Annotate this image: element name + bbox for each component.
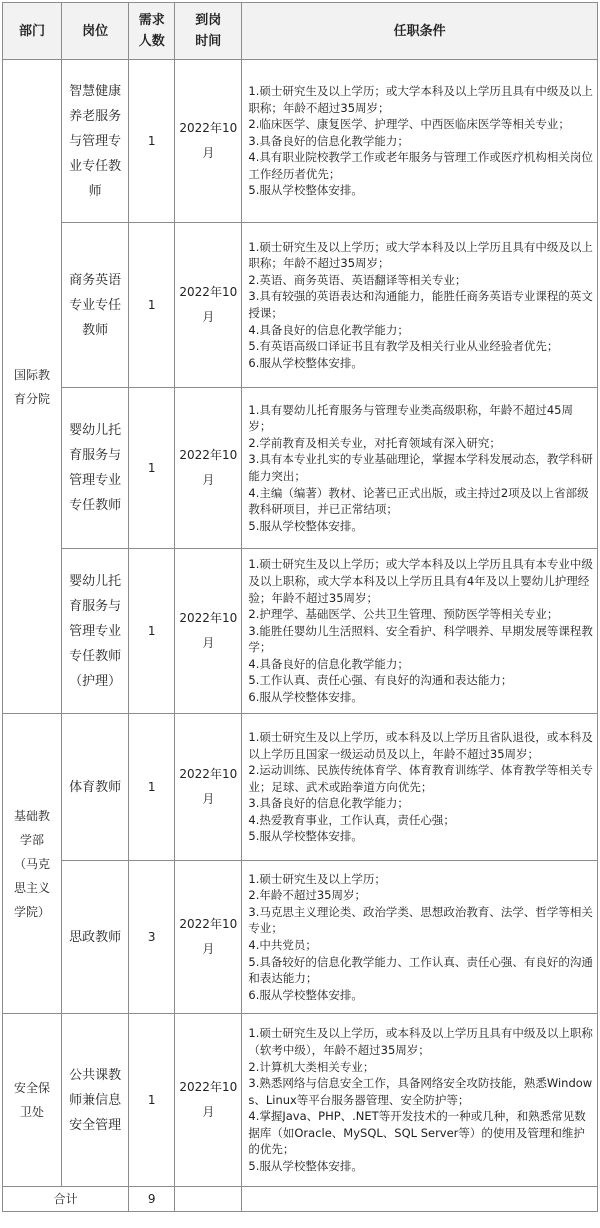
- requirement-item: 4.具备良好的信息化教学能力；: [248, 322, 409, 337]
- requirements-cell: [242, 861, 598, 1014]
- date-cell: 2022年10月: [175, 714, 242, 861]
- table-row: [3, 714, 598, 861]
- header-position: 岗位: [62, 3, 129, 60]
- table-row: [3, 223, 598, 388]
- requirement-item: 3.熟悉网络与信息安全工作，具备网络安全攻防技能，熟悉Windows、Linux等平台服务器管理、安全防护等；: [248, 1076, 593, 1107]
- requirement-item: 2.护理学、基础医学、公共卫生管理、预防医学等相关专业；: [248, 607, 559, 622]
- header-dept: 部门: [3, 3, 62, 60]
- table-row: [3, 549, 598, 714]
- requirement-item: 1.具有婴幼儿托育服务与管理专业类高级职称，年龄不超过45周岁；: [248, 402, 573, 434]
- requirement-item: 1.硕士研究生及以上学历；或大学本科及以上学历且具有中级及以上职称；年龄不超过35周岁；: [248, 83, 593, 115]
- table-row: [3, 388, 598, 549]
- requirement-item: 1.硕士研究生及以上学历；或大学本科及以上学历且具有本专业中级及以上职称，或大学本科及以上学历且具有4年及以上婴幼儿护理经验；年龄不超过35周岁；: [248, 557, 593, 605]
- requirement-item: 5.服从学校整体安排。: [248, 829, 363, 844]
- total-count: 9: [129, 1187, 175, 1212]
- count-cell: 3: [129, 861, 175, 1014]
- date-cell: 2022年10月: [175, 1014, 242, 1187]
- count-cell: 1: [129, 223, 175, 388]
- requirement-item: 1.硕士研究生及以上学历；或大学本科及以上学历且具有中级及以上职称；年龄不超过35周岁；: [248, 239, 593, 271]
- total-empty-cell: [242, 1187, 598, 1212]
- position-cell: 思政教师: [62, 861, 129, 1014]
- total-label: 合计: [3, 1187, 129, 1212]
- table-header-row: [3, 3, 598, 60]
- requirement-item: 5.服从学校整体安排。: [248, 518, 363, 533]
- date-cell: 2022年10月: [175, 861, 242, 1014]
- requirements-cell: [242, 388, 598, 549]
- date-cell: 2022年10月: [175, 388, 242, 549]
- count-cell: 1: [129, 1014, 175, 1187]
- requirement-item: 2.学前教育及相关专业，对托育领域有深入研究；: [248, 435, 501, 450]
- requirement-item: 1.硕士研究生及以上学历，或本科及以上学历且省队退役，或本科及以上学历且国家一级运动员及以上，年龄不超过35周岁；: [248, 729, 593, 761]
- position-cell: 婴幼儿托育服务与管理专业专任教师: [62, 388, 129, 549]
- requirement-item: 5.服从学校整体安排。: [248, 1159, 363, 1174]
- requirement-item: 5.工作认真、责任心强、有良好的沟通和表达能力；: [248, 673, 513, 688]
- job-requirements-table: [2, 2, 598, 1212]
- requirement-item: 4.掌握Java、PHP、.NET等开发技术的一种或几种，和熟悉常见数据库（如Oracle、MySQL、SQL Server等）的使用及管理和维护的优先；: [248, 1109, 586, 1157]
- requirements-cell: [242, 549, 598, 714]
- requirement-item: 3.具备良好的信息化教学能力；: [248, 133, 409, 148]
- requirement-item: 3.具有较强的英语表达和沟通能力，能胜任商务英语专业课程的英文授课；: [248, 289, 593, 320]
- requirement-item: 4.具有职业院校教学工作或老年服务与管理工作或医疗机构相关岗位工作经历者优先；: [248, 150, 593, 181]
- header-date: 到岗时间: [175, 3, 242, 60]
- requirements-cell: [242, 223, 598, 388]
- header-count: 需求人数: [129, 3, 175, 60]
- requirements-cell: [242, 1014, 598, 1187]
- total-empty-cell: [175, 1187, 242, 1212]
- total-row: [3, 1187, 598, 1212]
- dept-cell: 基础教学部（马克思主义学院）: [3, 714, 62, 1014]
- dept-cell: 国际教育分院: [3, 60, 62, 714]
- requirement-item: 3.能胜任婴幼儿生活照料、安全看护、科学喂养、早期发展等课程教学；: [248, 623, 593, 655]
- requirement-item: 5.有英语高级口译证书且有教学及相关行业从业经验者优先；: [248, 339, 559, 354]
- requirements-cell: [242, 60, 598, 223]
- requirement-item: 2.临床医学、康复医学、护理学、中西医临床医学等相关专业；: [248, 117, 570, 132]
- requirement-item: 2.运动训练、民族传统体育学、体育教育训练学、体育教学等相关专业；足球、武术或跆拳道方向优先；: [248, 763, 593, 794]
- position-cell: 智慧健康养老服务与管理专业专任教师: [62, 60, 129, 223]
- dept-cell: 安全保卫处: [3, 1014, 62, 1187]
- requirement-item: 1.硕士研究生及以上学历；: [248, 871, 386, 886]
- requirement-item: 3.马克思主义理论类、政治学类、思想政治教育、法学、哲学等相关专业；: [248, 904, 593, 936]
- count-cell: 1: [129, 549, 175, 714]
- count-cell: 1: [129, 714, 175, 861]
- position-cell: 公共课教师兼信息安全管理: [62, 1014, 129, 1187]
- requirement-item: 5.具备较好的信息化教学能力、工作认真、责任心强、有良好的沟通和表达能力；: [248, 954, 593, 986]
- date-cell: 2022年10月: [175, 60, 242, 223]
- requirement-item: 3.具备良好的信息化教学能力；: [248, 796, 409, 811]
- header-requirements: 任职条件: [242, 3, 598, 60]
- requirement-item: 5.服从学校整体安排。: [248, 183, 363, 198]
- count-cell: 1: [129, 60, 175, 223]
- requirement-item: 4.主编（编著）教材、论著已正式出版，或主持过2项及以上省部级教科研项目，并已正常结项；: [248, 485, 589, 517]
- requirement-item: 2.英语、商务英语、英语翻译等相关专业；: [248, 272, 467, 287]
- requirement-item: 3.具有本专业扎实的专业基础理论，掌握本学科发展动态，教学科研能力突出；: [248, 452, 593, 483]
- requirement-item: 4.具备良好的信息化教学能力；: [248, 656, 409, 671]
- table-row: [3, 861, 598, 1014]
- table-row: [3, 60, 598, 223]
- requirements-cell: [242, 714, 598, 861]
- requirement-item: 6.服从学校整体安排。: [248, 355, 363, 370]
- date-cell: 2022年10月: [175, 223, 242, 388]
- count-cell: 1: [129, 388, 175, 549]
- table-row: [3, 1014, 598, 1187]
- requirement-item: 4.中共党员；: [248, 938, 317, 952]
- requirement-item: 1.硕士研究生及以上学历，或本科及以上学历且具有中级及以上职称（软考中级），年龄不超过35周岁；: [248, 1026, 593, 1057]
- requirement-item: 2.年龄不超过35周岁；: [248, 888, 366, 903]
- requirement-item: 6.服从学校整体安排。: [248, 987, 363, 1002]
- position-cell: 体育教师: [62, 714, 129, 861]
- requirement-item: 4.热爱教育事业，工作认真，责任心强；: [248, 812, 455, 827]
- date-cell: 2022年10月: [175, 549, 242, 714]
- requirement-item: 2.计算机大类相关专业；: [248, 1059, 375, 1074]
- position-cell: 商务英语专业专任教师: [62, 223, 129, 388]
- requirement-item: 6.服从学校整体安排。: [248, 690, 363, 705]
- position-cell: 婴幼儿托育服务与管理专业专任教师（护理）: [62, 549, 129, 714]
